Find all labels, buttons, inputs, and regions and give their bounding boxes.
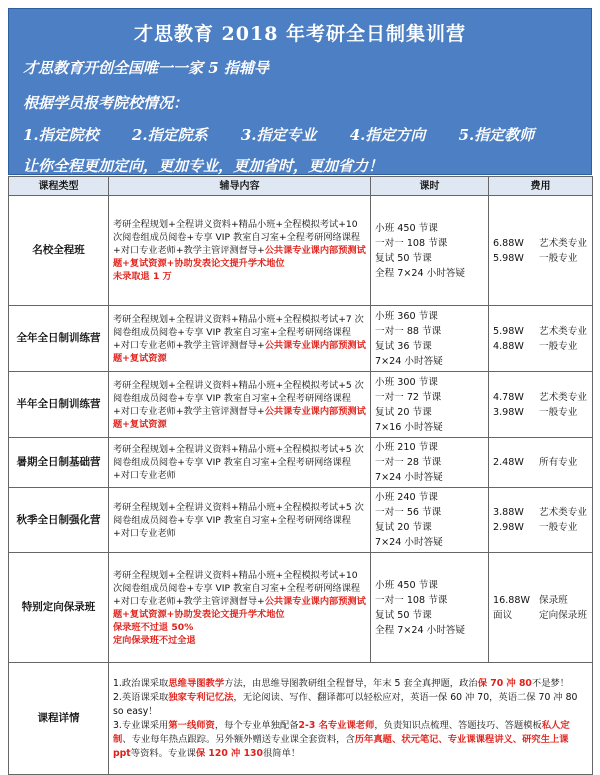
hours-line: 7×24 小时答疑 (375, 355, 443, 367)
detail-text: 2.英语课采取 (113, 691, 169, 703)
course-type: 暑期全日制基础营 (9, 438, 109, 488)
banner-points (23, 124, 562, 145)
content-text: 考研全程规划+全程讲义资料+精品小班+全程模拟考试+10 次阅卷组成员阅卷+专享 VIP 教室自习室+全程考研网络课程+对口专业老师+教学主管评测督导+ (113, 219, 361, 256)
table-row (9, 488, 593, 553)
fee-desc: 所有专业 (539, 457, 578, 468)
course-type: 特别定向保录班 (9, 553, 109, 663)
course-type: 名校全程班 (9, 196, 109, 306)
hours-line: 小班 450 节课 (375, 222, 438, 234)
fee-amount: 5.98W (493, 252, 524, 264)
banner-slogan: 才思教育开创全国唯一一家 5 指辅导 (23, 59, 269, 77)
detail-text: 不是梦！ (531, 677, 570, 689)
detail-politics (113, 677, 588, 691)
course-type: 全年全日制训练营 (9, 306, 109, 372)
banner-subtitle: 根据学员报考院校情况： (23, 94, 189, 112)
hours-line: 小班 450 节课 (375, 579, 438, 591)
page-title: 才思教育 2018 年考研全日制集训营 (133, 23, 467, 45)
hours-line: 小班 240 节课 (375, 492, 438, 503)
detail-text: 方法，由思维导图教研组全程督导，年末 5 套全真押题，政治 (224, 677, 478, 689)
fee-amount: 3.98W (493, 406, 524, 418)
hours-line: 一对一 88 节课 (375, 325, 442, 337)
course-type: 半年全日制训练营 (9, 372, 109, 438)
table-row (9, 306, 593, 372)
detail-highlight: 独家专利记忆法 (168, 691, 234, 703)
fee-desc: 艺术类专业 (539, 507, 587, 518)
detail-highlight: 历年真题、状元笔记、专业课课程讲义、研究生上课 ppt (113, 733, 569, 759)
hours-line: 一对一 108 节课 (375, 237, 448, 249)
fee-amount: 4.88W (493, 340, 524, 352)
banner-point: 3.指定专业 (240, 126, 317, 144)
detail-text: 3.专业课采用 (113, 719, 169, 731)
course-hours (371, 306, 489, 372)
course-hours (371, 438, 489, 488)
detail-highlight: 2-3 名专业课老师 (298, 719, 375, 731)
course-fee (489, 196, 593, 306)
banner-point: 1.指定院校 (23, 126, 99, 144)
table-row (9, 372, 593, 438)
banner-point: 4.指定方向 (349, 126, 426, 144)
banner-point: 5.指定教师 (458, 126, 535, 144)
course-table (8, 176, 593, 775)
detail-major (113, 719, 588, 761)
hours-line: 7×24 小时答疑 (375, 472, 443, 483)
course-hours (371, 372, 489, 438)
fee-desc: 艺术类专业 (539, 391, 587, 403)
hours-line: 7×16 小时答疑 (375, 421, 443, 433)
table-header-row (9, 177, 593, 196)
hours-line: 复试 20 节课 (375, 522, 432, 533)
hours-line: 一对一 56 节课 (375, 507, 442, 518)
course-type: 秋季全日制强化营 (9, 488, 109, 553)
detail-text: ，负责知识点梳理、答题技巧、答题模板 (374, 719, 542, 731)
column-header: 费用 (489, 177, 593, 196)
content-text: 考研全程规划+全程讲义资料+精品小班+全程模拟考试+10 次阅卷组成员阅卷+专享 VIP 教室自习室+全程考研网络课程+对口专业老师+教学主管评测督导+ (113, 569, 361, 607)
fee-amount: 5.98W (493, 325, 524, 337)
column-header: 辅导内容 (109, 177, 371, 196)
column-header: 课时 (371, 177, 489, 196)
course-fee (489, 372, 593, 438)
column-header: 课程类型 (9, 177, 109, 196)
course-fee (489, 306, 593, 372)
detail-text: 很简单！ (262, 747, 301, 759)
fee-desc: 一般专业 (539, 406, 578, 418)
banner-point: 2.指定院系 (131, 126, 208, 144)
detail-highlight: 私人定制 (113, 719, 570, 745)
content-text: 考研全程规划+全程讲义资料+精品小班+全程模拟考试+5 次阅卷组成员阅卷+专享 VIP 教室自习室+全程考研网络课程+对口专业老师 (113, 501, 364, 539)
fee-desc: 保录班 (539, 594, 568, 606)
detail-highlight: 保 70 冲 80 (477, 677, 532, 689)
table-row (9, 553, 593, 663)
course-content (109, 488, 371, 553)
fee-amount: 2.98W (493, 522, 524, 533)
course-fee (489, 488, 593, 553)
banner-tagline: 让你全程更加定向，更加专业，更加省时，更加省力！ (23, 157, 384, 175)
fee-amount: 6.88W (493, 237, 524, 249)
hours-line: 复试 50 节课 (375, 252, 432, 264)
detail-text: ，无论阅读、写作、翻译都可以轻松应对，英语一保 60 冲 70，英语二保 70 冲 80 so easy！ (113, 691, 578, 717)
fee-desc: 一般专业 (539, 252, 578, 264)
table-row (9, 663, 593, 775)
content-text: 考研全程规划+全程讲义资料+精品小班+全程模拟考试+7 次阅卷组成员阅卷+专享 VIP 教室自习室+全程考研网络课程+对口专业老师+教学主管评测督导+ (113, 313, 364, 351)
detail-text: 、专业每年热点跟踪。另外额外赠送专业课全套资料，含 (122, 733, 355, 745)
table-row (9, 196, 593, 306)
fee-amount: 3.88W (493, 507, 524, 518)
course-content (109, 196, 371, 306)
fee-amount: 面议 (493, 609, 513, 621)
fee-amount: 16.88W (493, 594, 530, 606)
fee-amount: 2.48W (493, 457, 524, 468)
content-highlight: 公共课专业课内部预测试题+复试资源 (113, 339, 366, 364)
detail-highlight: 第一线师资 (168, 719, 215, 731)
hours-line: 一对一 72 节课 (375, 391, 442, 403)
course-fee (489, 438, 593, 488)
hours-line: 全程 7×24 小时答疑 (375, 624, 466, 636)
hours-line: 7×24 小时答疑 (375, 537, 443, 548)
course-content (109, 438, 371, 488)
hours-line: 一对一 28 节课 (375, 457, 442, 468)
header-banner (8, 8, 592, 175)
hours-line: 小班 210 节课 (375, 442, 438, 453)
course-hours (371, 553, 489, 663)
hours-line: 小班 360 节课 (375, 310, 438, 322)
content-text: 考研全程规划+全程讲义资料+精品小班+全程模拟考试+5 次阅卷组成员阅卷+专享 VIP 教室自习室+全程考研网络课程+对口专业老师 (113, 444, 364, 481)
content-highlight: 公共课专业课内部预测试题+复试资源+协助发表论文提升学术地位 (113, 245, 366, 269)
hours-line: 小班 300 节课 (375, 376, 438, 388)
content-text: 考研全程规划+全程讲义资料+精品小班+全程模拟考试+5 次阅卷组成员阅卷+专享 VIP 教室自习室+全程考研网络课程+对口专业老师+教学主管评测督导+ (113, 379, 364, 417)
content-highlight: 未录取退 1 万 (113, 271, 172, 282)
course-content (109, 372, 371, 438)
content-highlight: 公共课专业课内部预测试题+复试资源+协助发表论文提升学术地位 (113, 595, 366, 620)
hours-line: 复试 20 节课 (375, 406, 432, 418)
course-content (109, 553, 371, 663)
course-hours (371, 196, 489, 306)
detail-english (113, 691, 588, 719)
detail-text: 1.政治课采取 (113, 677, 169, 689)
hours-line: 复试 50 节课 (375, 609, 432, 621)
hours-line: 一对一 108 节课 (375, 594, 448, 606)
course-detail (109, 663, 593, 775)
detail-text: ，每个专业单独配备 (214, 719, 299, 731)
fee-desc: 艺术类专业 (539, 325, 587, 337)
content-highlight: 公共课专业课内部预测试题+复试资源 (113, 405, 366, 430)
fee-desc: 一般专业 (539, 522, 578, 533)
content-highlight: 定向保录班不过全退 (113, 634, 196, 646)
course-hours (371, 488, 489, 553)
course-type: 课程详情 (9, 663, 109, 775)
fee-desc: 定向保录班 (539, 609, 587, 621)
content-highlight: 保录班不过退 50% (113, 621, 194, 633)
table-row (9, 438, 593, 488)
detail-text: 等资料。专业课 (130, 747, 196, 759)
detail-highlight: 思维导图教学 (168, 677, 225, 689)
detail-highlight: 保 120 冲 130 (195, 747, 263, 759)
fee-desc: 艺术类专业 (539, 237, 587, 249)
hours-line: 全程 7×24 小时答疑 (375, 267, 466, 279)
fee-amount: 4.78W (493, 391, 524, 403)
course-content (109, 306, 371, 372)
hours-line: 复试 36 节课 (375, 340, 432, 352)
course-fee (489, 553, 593, 663)
fee-desc: 一般专业 (539, 340, 578, 352)
